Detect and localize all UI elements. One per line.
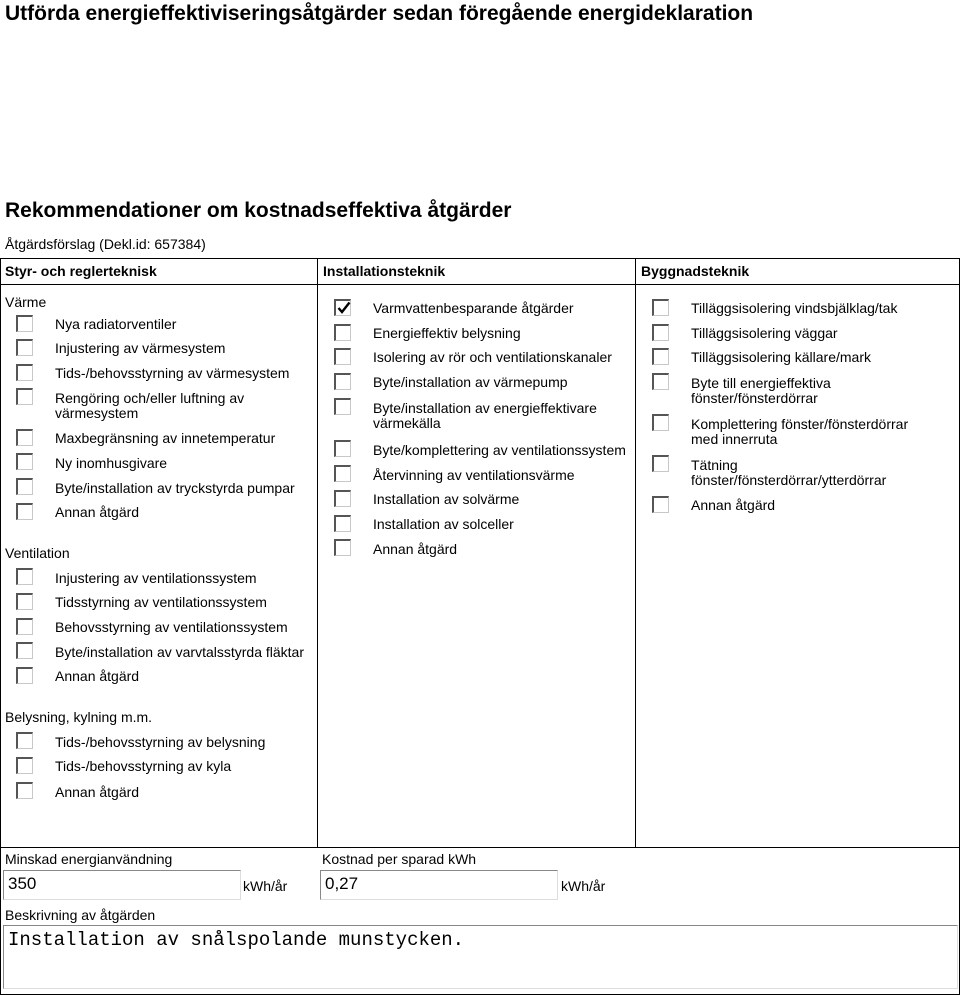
label-energieffektiva-fonster-line2: fönster/fönsterdörrar — [691, 390, 818, 406]
checkbox-rengoring-luftning[interactable] — [16, 388, 33, 405]
label-behovsstyrning-kyla: Tids-/behovsstyrning av kyla — [55, 758, 232, 774]
checkbox-ny-inomhusgivare[interactable] — [16, 453, 33, 470]
checkbox-annan-atgard-varme[interactable] — [16, 503, 33, 520]
group-label-varme: Värme — [5, 294, 47, 310]
label-injustering-ventilation: Injustering av ventilationssystem — [55, 570, 257, 586]
label-tidsstyrning-ventilation: Tidsstyrning av ventilationssystem — [55, 594, 267, 610]
label-injustering-varmesystem: Injustering av värmesystem — [55, 340, 226, 356]
label-tryckstyrda-pumpar: Byte/installation av tryckstyrda pumpar — [55, 480, 295, 496]
label-tids-behovsstyrning-varmesystem: Tids-/behovsstyrning av värmesystem — [55, 365, 290, 381]
label-nya-radiatorventiler: Nya radiatorventiler — [55, 316, 177, 332]
label-behovsstyrning-belysning: Tids-/behovsstyrning av belysning — [55, 734, 266, 750]
energy-reduction-input[interactable]: 350 — [3, 870, 241, 900]
checkbox-tryckstyrda-pumpar[interactable] — [16, 478, 33, 495]
label-annan-atgard-belysning: Annan åtgärd — [55, 784, 140, 800]
checkbox-isolering-ror[interactable] — [334, 348, 351, 365]
checkbox-behovsstyrning-belysning[interactable] — [16, 732, 33, 749]
label-solceller: Installation av solceller — [373, 516, 514, 532]
checkbox-annan-atgard-ventilation[interactable] — [16, 667, 33, 684]
label-isolering-kallare: Tilläggsisolering källare/mark — [691, 349, 871, 365]
checkbox-aterviinning-ventilationsvarme[interactable] — [334, 465, 351, 482]
label-isolering-vaggar: Tilläggsisolering väggar — [691, 325, 838, 341]
checkbox-varvtalsstyrda-fläktar[interactable] — [16, 642, 33, 659]
checkbox-annan-atgard-install[interactable] — [334, 539, 351, 556]
label-varvtalsstyrda-flaktar: Byte/installation av varvtalsstyrda fläktar — [55, 644, 304, 660]
label-annan-atgard-bygg: Annan åtgärd — [691, 497, 776, 513]
checkbox-injustering-ventilation[interactable] — [16, 568, 33, 585]
label-varmepump: Byte/installation av värmepump — [373, 374, 568, 390]
label-annan-atgard-install: Annan åtgärd — [373, 541, 458, 557]
column-divider-2 — [635, 258, 636, 848]
description-textarea[interactable]: Installation av snålspolande munstycken. — [3, 925, 958, 989]
label-annan-atgard-varme: Annan åtgärd — [55, 504, 140, 520]
label-behovsstyrning-ventilation: Behovsstyrning av ventilationssystem — [55, 619, 288, 635]
checkbox-nya-radiatorventiler[interactable] — [16, 315, 33, 332]
label-maxbegransning: Maxbegränsning av innetemperatur — [55, 430, 276, 446]
label-solvarme: Installation av solvärme — [373, 491, 520, 507]
label-tatning: Tätning — [691, 457, 738, 473]
label-isolering-ror: Isolering av rör och ventilationskanaler — [373, 349, 612, 365]
energy-reduction-label: Minskad energianvändning — [5, 851, 173, 867]
label-ny-inomhusgivare: Ny inomhusgivare — [55, 455, 168, 471]
recommendations-title: Rekommendationer om kostnadseffektiva åtgärder — [5, 199, 512, 222]
label-energieffektiva-fonster: Byte till energieffektiva — [691, 375, 831, 391]
checkmark-icon — [337, 301, 351, 315]
label-isolering-vindsbjalklag: Tilläggsisolering vindsbjälklag/tak — [691, 300, 898, 316]
label-rengoring-luftning-line2: värmesystem — [55, 405, 139, 421]
label-ventilationssystem: Byte/komplettering av ventilationssystem — [373, 442, 626, 458]
description-label: Beskrivning av åtgärden — [5, 907, 156, 923]
label-annan-atgard-ventilation: Annan åtgärd — [55, 668, 140, 684]
checkbox-annan-atgard-bygg[interactable] — [652, 496, 669, 513]
column-header-styr: Styr- och reglerteknisk — [5, 263, 157, 279]
checkbox-varmepump[interactable] — [334, 373, 351, 390]
checkbox-tatning[interactable] — [652, 455, 669, 472]
column-divider-1 — [317, 258, 318, 848]
group-label-belysning: Belysning, kylning m.m. — [5, 709, 153, 725]
energy-reduction-unit: kWh/år — [243, 878, 288, 894]
cost-per-kwh-unit: kWh/år — [561, 878, 606, 894]
cost-per-kwh-label: Kostnad per sparad kWh — [322, 851, 477, 867]
checkbox-tids-behovsstyrning-varmesystem[interactable] — [16, 364, 33, 381]
label-innerruta-line2: med innerruta — [691, 431, 778, 447]
checkbox-energieffektiva-fonster[interactable] — [652, 373, 669, 390]
header-divider — [0, 284, 960, 285]
checkbox-injustering-varmesystem[interactable] — [16, 339, 33, 356]
checkbox-solvarme[interactable] — [334, 490, 351, 507]
checkbox-varmvattenbesparande[interactable] — [334, 299, 351, 316]
checkbox-isolering-vaggar[interactable] — [652, 324, 669, 341]
checkbox-solceller[interactable] — [334, 515, 351, 532]
checkbox-behovsstyrning-kyla[interactable] — [16, 757, 33, 774]
checkbox-isolering-vindsbjalklag[interactable] — [652, 299, 669, 316]
label-innerruta: Komplettering fönster/fönsterdörrar — [691, 416, 909, 432]
label-atervinning-ventilationsvarme: Återvinning av ventilationsvärme — [373, 467, 575, 483]
bottom-section-divider — [0, 847, 960, 848]
proposal-id-label: Åtgärdsförslag (Dekl.id: 657384) — [5, 236, 206, 252]
label-energieffektivare-varmekalla: Byte/installation av energieffektivare — [373, 400, 597, 416]
checkbox-energieffektiv-belysning[interactable] — [334, 324, 351, 341]
group-label-ventilation: Ventilation — [5, 545, 70, 561]
label-varmvattenbesparande: Varmvattenbesparande åtgärder — [373, 300, 574, 316]
checkbox-innerruta[interactable] — [652, 414, 669, 431]
page-title: Utförda energieffektiviseringsåtgärder sedan föregående energideklaration — [5, 2, 754, 25]
column-header-bygg: Byggnadsteknik — [641, 263, 750, 279]
checkbox-energieffektivare-varmekalla[interactable] — [334, 398, 351, 415]
label-tatning-line2: fönster/fönsterdörrar/ytterdörrar — [691, 472, 887, 488]
column-header-install: Installationsteknik — [323, 263, 446, 279]
checkbox-isolering-kallare[interactable] — [652, 348, 669, 365]
checkbox-maxbegransning[interactable] — [16, 429, 33, 446]
label-energieffektivare-varmekalla-line2: värmekälla — [373, 415, 441, 431]
label-rengoring-luftning: Rengöring och/eller luftning av — [55, 390, 245, 406]
checkbox-behovsstyrning-ventilation[interactable] — [16, 618, 33, 635]
label-energieffektiv-belysning: Energieffektiv belysning — [373, 325, 521, 341]
checkbox-tidsstyrning-ventilation[interactable] — [16, 593, 33, 610]
checkbox-ventilationssystem[interactable] — [334, 440, 351, 457]
cost-per-kwh-input[interactable]: 0,27 — [320, 870, 558, 900]
checkbox-annan-atgard-belysning[interactable] — [16, 782, 33, 799]
